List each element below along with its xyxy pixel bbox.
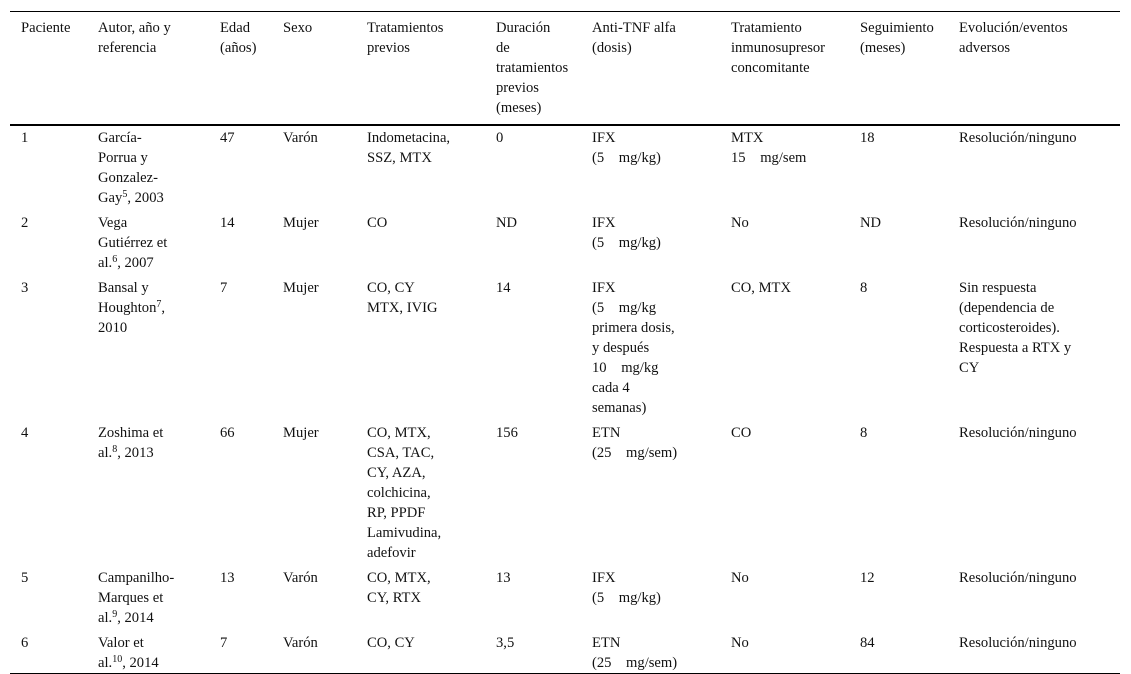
patient-cell: 3 [21, 280, 29, 296]
sex-cell: Varón [283, 570, 318, 586]
duration-cell [485, 418, 581, 563]
patient-cell: 2 [21, 215, 29, 231]
author-line: Vega [98, 215, 128, 231]
outcome-cell [948, 125, 1120, 208]
outcome-cell [948, 273, 1120, 418]
duration-line: ND [496, 215, 518, 231]
duration-line: 156 [496, 425, 518, 441]
immunosuppressant-line: No [731, 215, 749, 231]
header-row [10, 12, 1120, 126]
document-page [10, 11, 1120, 674]
duration-cell [485, 563, 581, 628]
outcome-line: Resolución/ninguno [959, 215, 1077, 231]
previous-treatments-cell [356, 418, 485, 563]
author-cell [87, 273, 209, 418]
reference-number: 6 [112, 254, 118, 265]
column-header-line: (meses) [860, 40, 906, 56]
anti-tnf-cell [581, 418, 720, 563]
anti-tnf-line: IFX [592, 130, 616, 146]
column-header-line: Duración [496, 20, 551, 36]
age-cell: 47 [220, 130, 235, 146]
column-header-line: (años) [220, 40, 257, 56]
immunosuppressant-cell [720, 563, 849, 628]
duration-line: 0 [496, 130, 504, 146]
column-header-line: (meses) [496, 100, 542, 116]
followup-cell: 84 [860, 635, 875, 651]
immunosuppressant-line: 15 mg/sem [731, 150, 807, 166]
anti-tnf-cell [581, 208, 720, 273]
column-header-line: referencia [98, 40, 157, 56]
column-header-line: concomitante [731, 60, 810, 76]
followup-cell: ND [860, 215, 882, 231]
outcome-cell [948, 628, 1120, 674]
followup-cell: 8 [860, 280, 868, 296]
table-row [10, 273, 1120, 418]
followup-cell: 18 [860, 130, 875, 146]
column-header-age [209, 12, 272, 126]
column-header-line: adversos [959, 40, 1011, 56]
sex-cell: Varón [283, 130, 318, 146]
previous-treatments-line: CY, AZA, [367, 465, 426, 481]
author-cell [87, 563, 209, 628]
duration-cell [485, 125, 581, 208]
outcome-line: Resolución/ninguno [959, 635, 1077, 651]
column-header-line: inmunosupresor [731, 40, 826, 56]
patient-cell: 4 [21, 425, 29, 441]
column-header-outcome [948, 12, 1120, 126]
sex-cell: Varón [283, 635, 318, 651]
table-row [10, 125, 1120, 208]
reference-number: 9 [112, 609, 118, 620]
immunosuppressant-cell [720, 418, 849, 563]
previous-treatments-cell [356, 563, 485, 628]
column-header-line: Tratamientos [367, 20, 444, 36]
patient-cell: 5 [21, 570, 29, 586]
anti-tnf-cell [581, 273, 720, 418]
column-header-author [87, 12, 209, 126]
column-header-line: Autor, año y [98, 20, 171, 36]
column-header-line: Paciente [21, 20, 71, 36]
table-row [10, 563, 1120, 628]
patient-cell: 6 [21, 635, 29, 651]
previous-treatments-line: CO, MTX, [367, 570, 431, 586]
outcome-line: Sin respuesta [959, 280, 1037, 296]
anti-tnf-cell [581, 125, 720, 208]
author-line: Campanilho- [98, 570, 175, 586]
reference-number: 5 [122, 189, 128, 200]
table-body [10, 125, 1120, 674]
table-row [10, 208, 1120, 273]
table-row [10, 628, 1120, 674]
outcome-line: corticosteroides). [959, 320, 1060, 336]
author-cell [87, 628, 209, 674]
column-header-duration [485, 12, 581, 126]
immunosuppressant-line: CO [731, 425, 752, 441]
column-header-patient [10, 12, 87, 126]
previous-treatments-line: Lamivudina, [367, 525, 442, 541]
anti-tnf-line: ETN [592, 635, 621, 651]
anti-tnf-line: IFX [592, 215, 616, 231]
column-header-line: de [496, 40, 510, 56]
author-line: Houghton$^7$, [98, 299, 166, 316]
anti-tnf-cell [581, 563, 720, 628]
outcome-line: CY [959, 360, 980, 376]
author-line: al.$^{10}$, 2014 [98, 654, 159, 671]
immunosuppressant-cell [720, 628, 849, 674]
column-header-sex [272, 12, 356, 126]
immunosuppressant-cell [720, 125, 849, 208]
previous-treatments-line: colchicina, [367, 485, 431, 501]
outcome-line: (dependencia de [959, 300, 1055, 316]
author-line: Gonzalez- [98, 170, 158, 186]
anti-tnf-line: (25 mg/sem) [592, 655, 678, 671]
author-line: García- [98, 130, 142, 146]
author-line: Valor et [98, 635, 144, 651]
duration-line: 13 [496, 570, 511, 586]
column-header-previous-treatments [356, 12, 485, 126]
previous-treatments-line: Indometacina, [367, 130, 451, 146]
previous-treatments-cell [356, 273, 485, 418]
outcome-line: Respuesta a RTX y [959, 340, 1072, 356]
column-header-line: Evolución/eventos [959, 20, 1068, 36]
immunosuppressant-cell [720, 273, 849, 418]
age-cell: 13 [220, 570, 235, 586]
anti-tnf-line: semanas) [592, 400, 647, 416]
outcome-cell [948, 563, 1120, 628]
sex-cell: Mujer [283, 215, 319, 231]
immunosuppressant-line: No [731, 635, 749, 651]
followup-cell: 12 [860, 570, 875, 586]
outcome-line: Resolución/ninguno [959, 570, 1077, 586]
column-header-line: Seguimiento [860, 20, 934, 36]
clinical-cases-table [10, 11, 1120, 674]
previous-treatments-line: CY, RTX [367, 590, 421, 606]
column-header-line: Edad [220, 20, 250, 36]
column-header-line: Anti-TNF alfa [592, 20, 676, 36]
reference-number: 8 [112, 444, 118, 455]
previous-treatments-line: MTX, IVIG [367, 300, 438, 316]
anti-tnf-line: 10 mg/kg [592, 360, 659, 376]
author-cell [87, 418, 209, 563]
previous-treatments-line: CO, MTX, [367, 425, 431, 441]
anti-tnf-line: (25 mg/sem) [592, 445, 678, 461]
previous-treatments-line: CO [367, 215, 388, 231]
previous-treatments-line: CSA, TAC, [367, 445, 435, 461]
author-line: Zoshima et [98, 425, 164, 441]
table-header [10, 12, 1120, 126]
immunosuppressant-line: CO, MTX [731, 280, 791, 296]
column-header-line: previos [367, 40, 410, 56]
reference-number: 10 [112, 654, 123, 665]
column-header-line: (dosis) [592, 40, 632, 56]
immunosuppressant-cell [720, 208, 849, 273]
previous-treatments-line: CO, CY [367, 280, 415, 296]
author-line: al.$^6$, 2007 [98, 254, 154, 271]
previous-treatments-cell [356, 628, 485, 674]
duration-cell [485, 208, 581, 273]
outcome-cell [948, 418, 1120, 563]
table-row [10, 418, 1120, 563]
column-header-line: tratamientos [496, 60, 569, 76]
anti-tnf-line: (5 mg/kg) [592, 150, 661, 166]
previous-treatments-cell [356, 208, 485, 273]
anti-tnf-cell [581, 628, 720, 674]
anti-tnf-line: IFX [592, 280, 616, 296]
author-line: al.$^8$, 2013 [98, 444, 154, 461]
duration-cell [485, 273, 581, 418]
anti-tnf-line: primera dosis, [592, 320, 675, 336]
column-header-line: Sexo [283, 20, 313, 36]
column-header-anti-tnf [581, 12, 720, 126]
anti-tnf-line: IFX [592, 570, 616, 586]
outcome-cell [948, 208, 1120, 273]
anti-tnf-line: (5 mg/kg [592, 300, 657, 316]
age-cell: 7 [220, 635, 228, 651]
previous-treatments-cell [356, 125, 485, 208]
age-cell: 66 [220, 425, 235, 441]
outcome-line: Resolución/ninguno [959, 425, 1077, 441]
author-line: Bansal y [98, 280, 149, 296]
column-header-immunosuppressant [720, 12, 849, 126]
reference-number: 7 [156, 299, 162, 310]
author-line: Porrua y [98, 150, 148, 166]
sex-cell: Mujer [283, 425, 319, 441]
author-cell [87, 208, 209, 273]
age-cell: 14 [220, 215, 235, 231]
author-line: Marques et [98, 590, 164, 606]
author-line: Gutiérrez et [98, 235, 168, 251]
previous-treatments-line: CO, CY [367, 635, 415, 651]
author-line: Gay$^5$, 2003 [98, 189, 164, 206]
author-line: al.$^9$, 2014 [98, 609, 154, 626]
patient-cell: 1 [21, 130, 29, 146]
author-line: 2010 [98, 320, 128, 336]
duration-line: 14 [496, 280, 511, 296]
immunosuppressant-line: No [731, 570, 749, 586]
column-header-followup [849, 12, 948, 126]
column-header-line: Tratamiento [731, 20, 802, 36]
age-cell: 7 [220, 280, 228, 296]
previous-treatments-line: RP, PPDF [367, 505, 426, 521]
anti-tnf-line: y después [592, 340, 650, 356]
previous-treatments-line: adefovir [367, 545, 416, 561]
anti-tnf-line: ETN [592, 425, 621, 441]
duration-line: 3,5 [496, 635, 515, 651]
followup-cell: 8 [860, 425, 868, 441]
author-cell [87, 125, 209, 208]
anti-tnf-line: (5 mg/kg) [592, 590, 661, 606]
duration-cell [485, 628, 581, 674]
sex-cell: Mujer [283, 280, 319, 296]
outcome-line: Resolución/ninguno [959, 130, 1077, 146]
immunosuppressant-line: MTX [731, 130, 764, 146]
previous-treatments-line: SSZ, MTX [367, 150, 432, 166]
anti-tnf-line: cada 4 [592, 380, 630, 396]
column-header-line: previos [496, 80, 539, 96]
anti-tnf-line: (5 mg/kg) [592, 235, 661, 251]
